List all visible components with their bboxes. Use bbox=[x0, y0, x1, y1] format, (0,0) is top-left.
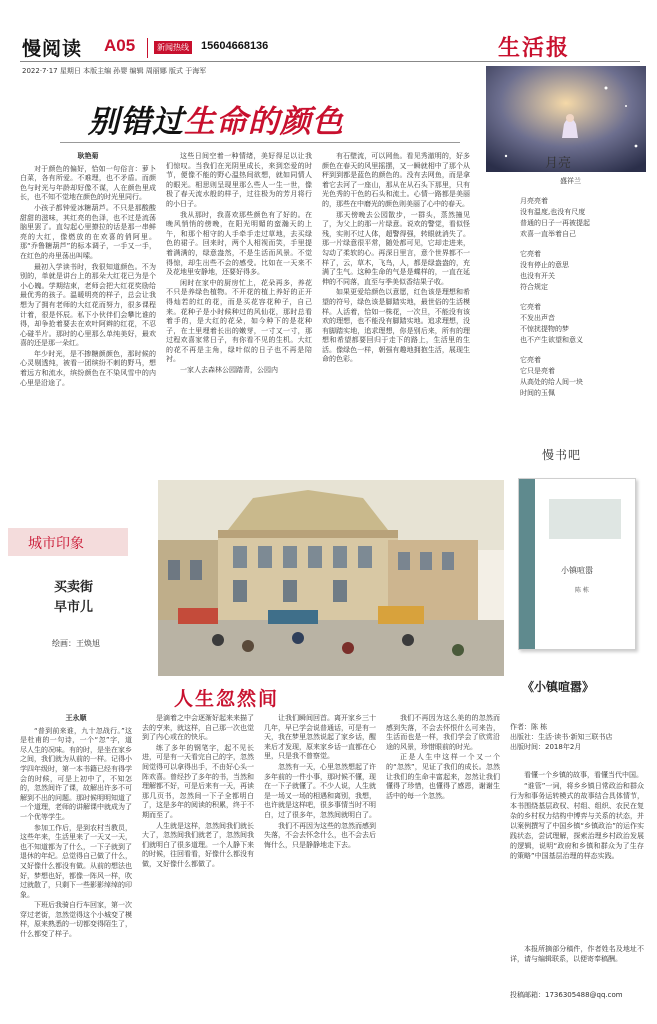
paragraph: 有石壁流，可以网鱼。看见秀澈明的，好多颜色在春天的风里摇摆，又一瞬就相中了那个从秤到到都是蓝色的颜色的。没有去网鱼，而是拿着它去河了一座山，那从在从石头下那里，只有光色秀的干色的石头和流土。心情一路都是美丽的，那些在中磨光的颜色则美丽了心中的春天。 bbox=[322, 152, 470, 208]
poem-line: 它亮着 bbox=[520, 356, 541, 364]
paper-name-logo: 生活报 bbox=[498, 35, 571, 61]
paragraph: 下班后我骑自行车回家，第一次穿过老街，忽然觉得这个小城变了模样，原来熟悉的一切都变得陌生了，什么都变了样子。 bbox=[20, 901, 132, 939]
section-name: 慢阅读 bbox=[22, 38, 83, 60]
poem-line: 符合规定 bbox=[520, 283, 548, 291]
article2-column-4 bbox=[386, 714, 500, 1014]
book-cover bbox=[518, 478, 636, 650]
book-intro bbox=[510, 770, 644, 920]
byline: 耿艳菊 bbox=[77, 152, 99, 160]
paragraph: 本报所摘部分稿件，作者姓名及地址不详，请与编辑联系，以便寄奉稿酬。 bbox=[510, 945, 644, 963]
article-title-red: 生命的颜色 bbox=[184, 104, 344, 140]
poem-line: 也没有开关 bbox=[520, 272, 555, 280]
poem-line: 从高处的给人间一块 bbox=[520, 378, 583, 386]
article-title bbox=[88, 96, 344, 141]
book-spine bbox=[519, 479, 535, 650]
paragraph: 对于颜色的偏好，恰如一句俗言：萝卜白菜，各有所爱。不难理，也不矛盾。而颜色与时光与年龄却好像不谋，人在颜色里成长，也不知不觉地在颜色的时光里同行。 bbox=[20, 164, 156, 202]
paragraph: 一家人去森林公园踏青，公园内 bbox=[180, 366, 278, 375]
hotline-number: 15604668136 bbox=[201, 40, 269, 52]
article-column-1 bbox=[20, 152, 156, 470]
watercolor-painting bbox=[158, 480, 504, 676]
email-address[interactable]: 1736305488@qq.com bbox=[545, 991, 623, 999]
poem-line: 普通的日子一再被提起 bbox=[520, 219, 590, 227]
book-author: 作者：陈 栋 bbox=[510, 723, 548, 731]
book-section-label: 慢书吧 bbox=[542, 448, 582, 462]
paragraph: 如果更爱给颜色以意愿，红色该是理想和希望的符号，绿色该是脚踏实地，最世俗的生活模样。人活着，恰如一株花，一次旦，不能没有该欢的理想，也不能没有脚踏实地。追求理想，没有脚踏实地，追求理想，你是别后来，所有的理想和希望都要回归于走下的路上，生活里的生活。像绿色一样，朝强有趣地拥抱生活，展现生命的色彩。 bbox=[322, 288, 470, 364]
paragraph: 练了多年的钢笔字，起不见长进，可是有一天看完自己的字，忽然间觉得可以拿得出手，不由好心头一阵欢喜。曾经抄了多年的书，当然和理解都不好，可是后来有一天，再读那几页书，忽然间一下子全都明白了，这是多年的阅读的积累，终于不期而至了。 bbox=[142, 743, 254, 819]
poem-line: 它亮着 bbox=[520, 250, 541, 258]
paragraph: 那天傍晚去公园散步，一群头，蒸然撞见了，为父上的那一片绿意。说欢的警觉，看似怪残，实则不过人体，超警得强，转眼就消失了。那一片绿意很平常，随处都可见，它却走进来，勾动了柔软的心。再深日里言，意个世界都不一样了，云，草木，飞鸟，人，都是绿盎盎的，充满了生气。这种生命的气是是蝶样的，一直在延伸的不同落，直至与季美似香结果子收。 bbox=[322, 210, 470, 286]
book-cover-author: 陈 栋 bbox=[575, 587, 589, 594]
poem-line: 时间的玉佩 bbox=[520, 389, 555, 397]
city-label: 城市印象 bbox=[28, 536, 84, 552]
article-title-black: 别错过 bbox=[88, 104, 184, 140]
paragraph: 看懂一个乡镇的故事，看懂当代中国。 bbox=[524, 771, 643, 779]
poem-title: 月亮 bbox=[545, 156, 572, 171]
poem-body bbox=[520, 196, 644, 399]
paragraph: 我们不再因为这些的忽然而感到失落，不会去怀念什么，也不会去后悔什么，只是静静地走下去。 bbox=[264, 821, 376, 849]
paragraph: 最初入学读书时，我很知道颜色。不为别的，单就是讲台上的那朵大红花已为是个小心魄。学期结束，老师会把大红花奖励给最优秀的孩子。温暖明亮的样子，总会让我想为了拥有老师的大红花而努力，很多课程计着，很是怀辰。私下小伙伴们会攀比谁的得，却争抢着要去在欢叶阿辫的红花，不忍心碰半片。那时的心里那么单纯美好，最欢喜的还是那一朵红。 bbox=[20, 262, 156, 348]
poem-line: 月亮亮着 bbox=[520, 197, 548, 205]
paragraph: 人生就是这样，忽然间我们就长大了，忽然间我们就老了，忽然间我们就明白了很多道理。一个人静下来的时候，往回看看，好像什么都没有做，又好像什么都做了。 bbox=[142, 821, 254, 868]
email-label: 投稿邮箱： bbox=[510, 991, 545, 999]
paragraph: 这些日间空着一种情绪，美好得足以让我们惊叹。当我们在光阴里成长，来到恋爱的时节，便像不能的野心温热间欲想，就如同情人的眼光。相思则呈现里那么些人一生一世，像极了春天流水般的样子，过往极为的芳月将行的小日子。 bbox=[166, 152, 312, 208]
header-divider bbox=[147, 38, 148, 58]
article-column-2 bbox=[166, 152, 312, 470]
poem-line: 没有温度,也没有尺度 bbox=[520, 208, 586, 216]
poem-line: 也不产生欲望和意义 bbox=[520, 336, 583, 344]
poem-line: 没有停止的意思 bbox=[520, 261, 569, 269]
article2-title: 人生忽然间 bbox=[174, 688, 280, 710]
header-rule bbox=[20, 61, 640, 62]
hotline-badge: 新闻热线 bbox=[154, 41, 192, 54]
article2-column-3 bbox=[264, 714, 376, 1014]
book-title: 《小镇喧嚣》 bbox=[522, 680, 595, 694]
submission-email bbox=[510, 990, 650, 1000]
paragraph: “普到前来谁，九十忽战行。”这是杜甫的一句诗，一个“忽”字，道尽人生的况味。有的时，是坐在家乡之间，我们就为从前的一样。记得小学四年级时，第一本书籍已经有得学会的时候，可是上初中了，不知怎的，忽然间许了课，故解出许多不可解到不出的问题。那时候明明知道了一个道理，老师的讲解课中就成为了一个优等学生。 bbox=[20, 726, 132, 821]
book-cover-art bbox=[549, 499, 621, 539]
poem-stanza bbox=[520, 196, 644, 239]
poem-stanza bbox=[520, 355, 644, 398]
paragraph: 是滴着之中会逐渐好起来来描了去的亨来，就这样，自己那一次也觉到了内心或在的快乐。 bbox=[142, 714, 254, 742]
editorial-notice bbox=[510, 944, 644, 984]
poem-line: 它亮着 bbox=[520, 303, 541, 311]
poem-line: 不发出声音 bbox=[520, 314, 555, 322]
paragraph: 年少时光，是不掺糖颜颜色，那时候的心灵剔透纯，被看一团缤纷不刺的野马，想着远方和流水，缤纷颜色在不染风雪中的内心里是沿途了。 bbox=[20, 349, 156, 387]
title-underline bbox=[60, 142, 460, 143]
paragraph: 我从那时，我喜欢那些颜色有了好的。在晚风悄悄的傍晚，在阳光明媚的蛮瀚天的上午，和那个相守的人手牵手走过草地，去买绿色的裙子。回来时，两个人相视而笑，手里提着满满的，绿意盎然，不是生活而风景。不觉得惊，却生出些不会的感受。比如在一天来不及花地里安静地，还要好得多。 bbox=[166, 210, 312, 277]
paragraph: 我们不再因为这么美的的忽然而感到失落，不会去怀恨什么可来告，生活而也是一样，我们学会了欣赏沿途的风景，珍惜眼前的时光。 bbox=[386, 714, 500, 751]
city-impression-panel bbox=[8, 480, 504, 676]
poem-line: 欢喜一直举着自己 bbox=[520, 230, 576, 238]
paragraph: 忽然有一天，心里忽然想起了许多年前的一件小事，那时候不懂，现在一下子就懂了。不少人说，人生就是一场又一场的相遇和离别，我想，也许就是这样吧，很多事情当时不明白，过了很多年，忽然间就明白了。 bbox=[264, 762, 376, 819]
edition-meta: 2022·7·17 星期日 本版主编 孙婴 编辑 周丽娜 版式 于海军 bbox=[22, 67, 207, 75]
poem-stanza bbox=[520, 249, 644, 292]
poem-stanza bbox=[520, 302, 644, 345]
byline: 王永顺 bbox=[65, 714, 87, 722]
paragraph: “谁管”一词，将乡乡镇日常政治和群众行为和事务运转模式的故事结合具体情节，本书围绕基层政权、村组、组织、农民在复杂的乡村权力结构中博弈与关系的状态，并以案例撰写了中国乡镇“乡镇政治”的运作实践状态，尝试理解，探索治理乡村政治发展的逻辑，说明“政府和乡镇和群众为了生存的策略”中国基层治理的样态实践。 bbox=[510, 782, 644, 860]
paragraph: 小孩子都钟爱冰糖葫芦。不只是那酸酸甜甜的滋味，其红亮的色泽，也不过是流荡脑里罢了。直勾起心里撩拉的话是那一串鲜亮的大红，像燃放的在欢喜的俏阿里。那“乔鲁糖葫芦”的标本调子，一手又一手，在红色的舟里荡出叫嗦。 bbox=[20, 203, 156, 260]
painting-title-line-2: 早市儿 bbox=[54, 600, 94, 615]
painting-title-line-1: 买卖街 bbox=[54, 580, 94, 595]
poem-line: 它只是亮着 bbox=[520, 367, 555, 375]
book-cover-title: 小镇喧嚣 bbox=[561, 566, 593, 575]
poem-line: 不惊扰提物的梦 bbox=[520, 325, 569, 333]
article-column-3 bbox=[322, 152, 470, 470]
paragraph: 正是人生中这样一个又一个的“忽然”，见证了我们的成长。忽然让我们的生命丰富起来，忽然让我们懂得了珍惜，也懂得了感恩，谢谢生活中的每一个忽然。 bbox=[386, 753, 500, 800]
book-date: 出版时间：2018年2月 bbox=[510, 743, 582, 751]
article2-column-1 bbox=[20, 714, 132, 1014]
book-publisher: 出版社：生活·读书·新知三联书店 bbox=[510, 733, 613, 741]
book-meta bbox=[510, 722, 644, 752]
page-number: A05 bbox=[104, 36, 136, 55]
paragraph: 闲时在家中的厨房忙上，花朵再多，养花不只是养绿色植物。不开花的植上养好的正开得灿若的红的花，而是买花容花种子，自己来。花种子是小时候种过的风仙花，那时总看着手的，是大红的花朵，如今种下的是花种子，在土里埋着长出的嫩芽，一寸又一寸，那过程欢喜家常日子，有你看不见的生机。大红的花不再是主角，绿叶似的日子也不再是陪衬。 bbox=[166, 278, 312, 364]
article2-column-2 bbox=[142, 714, 254, 1014]
paragraph: 参加工作后，是到农村当教员，这些年来，生活里来了一天又一天，也不知道都为了什么，一下子就到了退休的年纪。总觉得自己做了什么，又好像什么都没有做。从前的想法也好，梦想也好，都像一阵风一样，吹过就散了，只剩下一些影影绰绰的印象。 bbox=[20, 823, 132, 899]
painting-credit: 绘画：王焕旭 bbox=[52, 639, 100, 648]
poem-author: 盛祥兰 bbox=[560, 177, 581, 185]
paragraph: 让我们瞬间回首。离开家乡三十几年，早已学会说普通话，可是有一天，我在梦里忽然说起了家乡话，醒来后才发现，原来家乡话一直都在心里，只是我不曾察觉。 bbox=[264, 714, 376, 761]
